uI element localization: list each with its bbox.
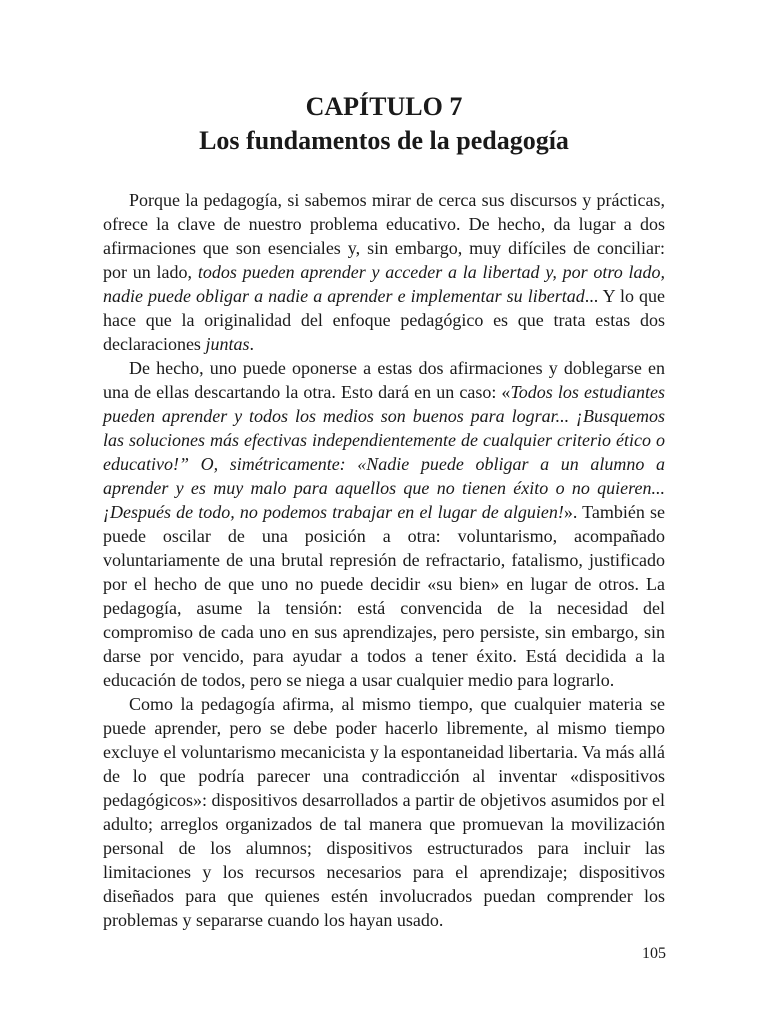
italic-text-run: juntas [205, 334, 250, 354]
paragraph [103, 356, 665, 692]
text-run: Como la pedagogía afirma, al mismo tiempo, que cualquier materia se puede aprender, pero se debe poder hacerlo libremente, al mismo tiempo excluye el voluntarismo mecanicista y la espontaneidad libertaria. Va más allá de lo que podría parecer una contradicción al inventar «dispositivos pedagógicos»: dispositivos desarrollados a partir de objetivos asumidos por el adulto; arreglos organizados de tal manera que promuevan la movilización personal de los alumnos; dispositivos estructurados para incluir las limitaciones y los recursos necesarios para el aprendizaje; dispositivos diseñados para que quienes estén involucrados puedan comprender los problemas y separarse cuando los hayan usado. [103, 694, 665, 930]
chapter-title: Los fundamentos de la pedagogía [199, 126, 569, 155]
body-text [103, 188, 665, 932]
chapter-number: CAPÍTULO 7 [305, 92, 463, 121]
page-number: 105 [642, 945, 666, 962]
text-run: Porque la pedagogía, si sabemos mirar de cerca sus discursos y prácticas, ofrece la clave de nuestro problema educativo. De hecho, da lugar a dos afirmaciones que son esenciales y, sin embargo, muy difíciles de conciliar: por un lado, [103, 190, 665, 282]
paragraph [103, 188, 665, 356]
paragraph [103, 692, 665, 932]
text-run: ... Y lo que hace que la originalidad del enfoque pedagógico es que trata estas dos declaraciones [103, 286, 666, 354]
text-run: De hecho, uno puede oponerse a estas dos afirmaciones y doblegarse en una de ellas descartando la otra. Esto dará en un caso: « [103, 358, 665, 402]
text-run: ». También se puede oscilar de una posición a otra: voluntarismo, acompañado voluntariamente de una brutal represión de refractario, fatalismo, justificado por el hecho de que uno no puede decidir «su bien» en lugar de otros. La pedagogía, asume la tensión: está convencida de la necesidad del compromiso de cada uno en sus aprendizajes, pero persiste, sin embargo, sin darse por vencido, para ayudar a todos a tener éxito. Está decidida a la educación de todos, pero se niega a usar cualquier medio para lograrlo. [103, 502, 665, 690]
italic-text-run: todos pueden aprender y acceder a la libertad y, por otro lado, nadie puede obligar a nadie a aprender e implementar su libertad [103, 262, 666, 306]
chapter-heading [103, 90, 665, 158]
book-page [103, 90, 665, 932]
text-run: . [249, 334, 254, 354]
italic-text-run: Todos los estudiantes pueden aprender y todos los medios son buenos para lograr... ¡Busquemos las soluciones más efectivas independientemente de cualquier criterio ético o educativo!” O, simétricamente: «Nadie puede obligar a un alumno a aprender y es muy malo para aquellos que no tienen éxito o no quieren... ¡Después de todo, no podemos trabajar en el lugar de alguien! [103, 382, 665, 522]
